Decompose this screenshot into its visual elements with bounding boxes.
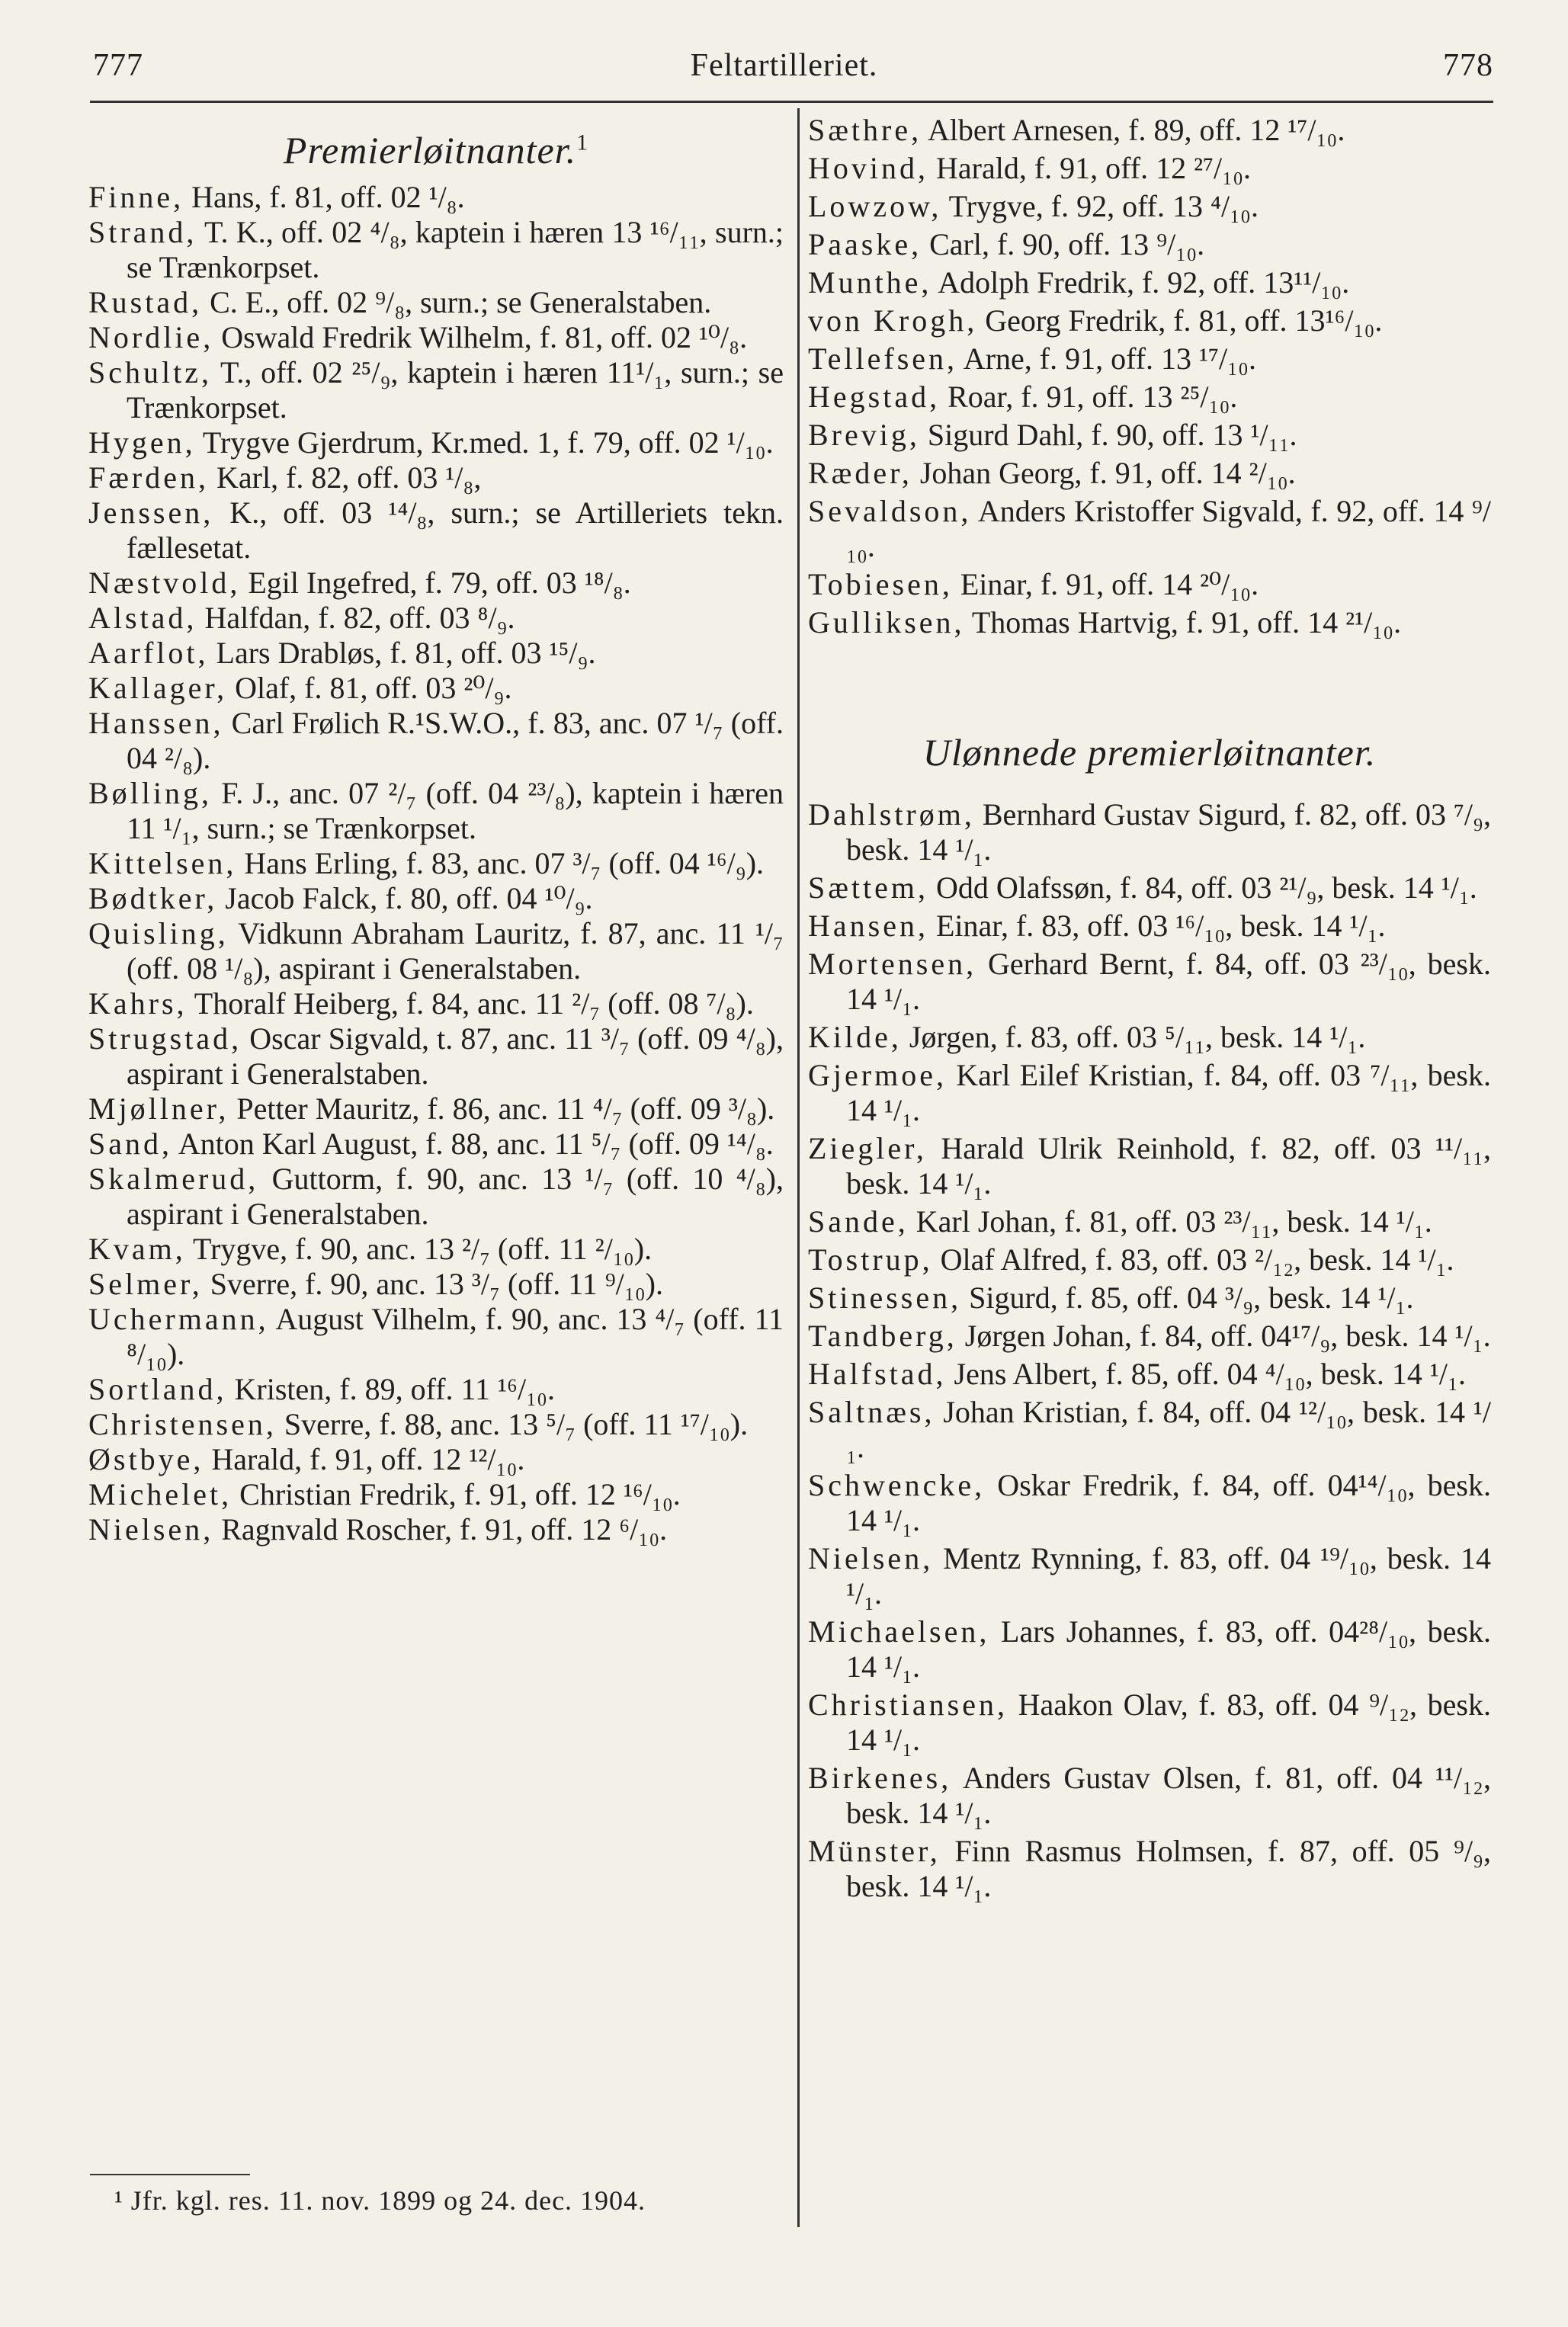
list-item [808,227,1491,262]
list-item [88,1407,784,1442]
list-item [808,797,1491,867]
entry-details: Jørgen, f. 83, off. 03 ⁵/₁₁, besk. 14 ¹/₁. [901,1020,1366,1054]
entry-surname: Christiansen, [808,1688,1008,1722]
entry-surname: Brevig, [808,418,920,452]
entry-details: Georg Fredrik, f. 81, off. 13¹⁶/₁₀. [977,303,1383,338]
section-title-ulonnede: Ulønnede premierløitnanter. [922,731,1377,774]
list-item [88,460,784,495]
list-item [808,1761,1491,1831]
entry-surname: Tellefsen, [808,341,958,376]
entry-surname: von Krogh, [808,303,978,338]
page-number-right: 778 [1443,48,1493,83]
list-item [808,870,1491,905]
entry-surname: Uchermann, [88,1302,269,1336]
entry-surname: Halfstad, [808,1357,947,1391]
entry-surname: Ziegler, [808,1131,927,1165]
list-item [88,846,784,881]
entry-details: Jens Albert, f. 85, off. 04 ⁴/₁₀, besk. 14 ¹/₁. [946,1357,1466,1391]
entry-details: C. E., off. 02 ⁹/₈, surn.; se Generalstaben. [202,285,712,319]
entry-details: Sigurd Dahl, f. 90, off. 13 ¹/₁₁. [919,418,1297,452]
list-item [88,986,784,1021]
entry-surname: Nielsen, [808,1541,934,1575]
list-item [808,456,1491,491]
list-item [88,601,784,636]
entry-details: Albert Arnesen, f. 89, off. 12 ¹⁷/₁₀. [922,113,1345,147]
entry-surname: Alstad, [88,601,197,635]
list-item [808,947,1491,1017]
list-item [88,320,784,355]
list-item [808,113,1491,148]
entry-details: Trygve Gjerdrum, Kr.med. 1, f. 79, off. 02 ¹/₁₀. [195,425,774,460]
entry-details: Bernhard Gustav Sigurd, f. 82, off. 03 ⁷/₉, besk. 14 ¹/₁. [846,797,1491,867]
entry-surname: Kilde, [808,1020,902,1054]
entry-details: Carl Frølich R.¹S.W.O., f. 83, anc. 07 ¹/₇ (off. 04 ²/₈). [127,706,784,775]
footnote-rule [90,2174,250,2175]
entry-surname: Hansen, [808,909,928,943]
entry-details: Ragnvald Roscher, f. 91, off. 12 ⁶/₁₀. [213,1512,668,1547]
entry-surname: Schwencke, [808,1468,986,1502]
list-item [808,1541,1491,1611]
entry-details: Oskar Fredrik, f. 84, off. 04¹⁴/₁₀, besk. 14 ¹/₁. [846,1468,1491,1537]
entry-surname: Schultz, [88,355,212,389]
entry-details: Trygve, f. 90, anc. 13 ²/₇ (off. 11 ²/₁₀). [185,1232,653,1266]
entry-surname: Münster, [808,1834,941,1868]
entry-surname: Tobiesen, [808,567,953,601]
entry-details: Gerhard Bernt, f. 84, off. 03 ²³/₁₀, besk. 14 ¹/₁. [846,947,1491,1016]
entry-details: Hans, f. 81, off. 02 ¹/₈. [184,180,465,214]
entry-details: Christian Fredrik, f. 91, off. 12 ¹⁶/₁₀. [232,1477,681,1511]
entry-details: Anders Kristoffer Sigvald, f. 92, off. 14 ⁹/₁₀. [846,494,1491,563]
entry-details: Johan Kristian, f. 84, off. 04 ¹²/₁₀, besk. 14 ¹/₁. [846,1395,1491,1464]
entry-details: Sverre, f. 90, anc. 13 ³/₇ (off. 11 ⁹/₁₀). [202,1267,663,1301]
entry-details: Einar, f. 91, off. 14 ²⁰/₁₀. [952,567,1259,601]
list-item [88,495,784,566]
entry-details: Finn Rasmus Holmsen, f. 87, off. 05 ⁹/₉, besk. 14 ¹/₁. [846,1834,1491,1903]
list-item [808,380,1491,415]
entry-details: Olaf Alfred, f. 83, off. 03 ²/₁₂, besk. 14 ¹/₁. [932,1242,1454,1277]
entry-surname: Kallager, [88,671,228,705]
entry-surname: Lowzow, [808,189,942,223]
list-item [88,1021,784,1091]
entry-details: Jacob Falck, f. 80, off. 04 ¹⁰/₉. [217,881,593,915]
entry-details: Karl Eilef Kristian, f. 84, off. 03 ⁷/₁₁, besk. 14 ¹/₁. [846,1058,1491,1127]
list-item [88,425,784,460]
entry-details: Mentz Rynning, f. 83, off. 04 ¹⁹/₁₀, besk. 14 ¹/₁. [846,1541,1491,1611]
entry-surname: Ræder, [808,456,912,490]
section-title-text: Premierløitnanter. [283,129,577,171]
list-item [808,1614,1491,1684]
list-item [88,1162,784,1232]
entry-surname: Bødtker, [88,881,218,915]
entry-surname: Nielsen, [88,1512,214,1547]
entry-details: Trygve, f. 92, off. 13 ⁴/₁₀. [941,189,1259,223]
entry-surname: Selmer, [88,1267,203,1301]
entry-details: Harald, f. 91, off. 12 ¹²/₁₀. [204,1442,525,1476]
running-title: Feltartilleriet. [690,48,878,83]
list-item [808,1131,1491,1201]
right-column [808,113,1491,1907]
entry-details: K., off. 03 ¹⁴/₈, surn.; se Artilleriets tekn. fællesetat. [127,495,784,565]
list-item [808,303,1491,338]
list-item [808,1357,1491,1392]
entry-surname: Strugstad, [88,1021,242,1056]
entry-details: Thoralf Heiberg, f. 84, anc. 11 ²/₇ (off. 08 ⁷/₈). [187,986,754,1021]
entry-surname: Sortland, [88,1372,227,1406]
entry-details: Anton Karl August, f. 88, anc. 11 ⁵/₇ (off. 09 ¹⁴/₈. [172,1127,774,1161]
entry-details: Adolph Fredrik, f. 92, off. 13¹¹/₁₀. [932,265,1350,300]
list-item [808,909,1491,944]
entry-surname: Færden, [88,460,209,495]
entry-surname: Quisling, [88,916,229,950]
right-entry-list-top [808,113,1491,640]
entry-surname: Aarflot, [88,636,209,670]
list-item [88,1512,784,1547]
entry-surname: Nordlie, [88,320,214,354]
entry-surname: Finne, [88,180,184,214]
list-item [88,881,784,916]
entry-surname: Strand, [88,215,197,249]
entry-details: Lars Drabløs, f. 81, off. 03 ¹⁵/₉. [208,636,596,670]
entry-surname: Sande, [808,1204,909,1239]
entry-surname: Østbye, [88,1442,204,1476]
list-item [88,1232,784,1267]
entry-details: Petter Mauritz, f. 86, anc. 11 ⁴/₇ (off. 09 ³/₈). [229,1091,775,1126]
list-item [808,1204,1491,1239]
list-item [808,605,1491,640]
list-item [808,1834,1491,1904]
list-item [808,418,1491,453]
section-title-premierloitnanter [88,128,784,172]
list-item [808,1020,1491,1055]
list-item [808,1395,1491,1465]
entry-surname: Kahrs, [88,986,188,1021]
entry-surname: Bølling, [88,776,213,810]
list-item [88,1127,784,1162]
list-item [808,189,1491,224]
list-item [88,355,784,425]
entry-details: Vidkunn Abraham Lauritz, f. 87, anc. 11 ¹/₇ (off. 08 ¹/₈), aspirant i Generalstaben. [127,916,784,986]
list-item [88,180,784,215]
left-entry-list [88,180,784,1547]
entry-details: August Vilhelm, f. 90, anc. 13 ⁴/₇ (off. 11 ⁸/₁₀). [127,1302,784,1371]
entry-surname: Sevaldson, [808,494,972,528]
entry-surname: Næstvold, [88,566,241,600]
entry-surname: Sæthre, [808,113,922,147]
list-item [808,1280,1491,1316]
list-item [88,215,784,285]
list-item [808,341,1491,377]
footnote: ¹ Jfr. kgl. res. 11. nov. 1899 og 24. dec. 1904. [114,2185,646,2216]
entry-surname: Mortensen, [808,947,977,981]
entry-surname: Paaske, [808,227,922,261]
list-item [808,1468,1491,1538]
entry-details: Sverre, f. 88, anc. 13 ⁵/₇ (off. 11 ¹⁷/₁₀). [276,1407,749,1441]
entry-details: Sigurd, f. 85, off. 04 ³/₉, besk. 14 ¹/₁. [961,1280,1414,1315]
entry-details: T. K., off. 02 ⁴/₈, kaptein i hæren 13 ¹⁶/₁₁, surn.; se Trænkorpset. [127,215,784,284]
entry-surname: Munthe, [808,265,932,300]
list-item [88,1091,784,1127]
entry-surname: Hygen, [88,425,196,460]
entry-surname: Sættem, [808,870,929,905]
list-item [88,636,784,671]
header-rule [90,101,1493,103]
list-item [88,706,784,776]
list-item [88,1372,784,1407]
list-item [808,567,1491,602]
list-item [88,1442,784,1477]
entry-details: Harald, f. 91, off. 12 ²⁷/₁₀. [928,151,1252,185]
entry-surname: Skalmerud, [88,1162,259,1196]
entry-details: Hans Erling, f. 83, anc. 07 ³/₇ (off. 04 ¹⁶/₉). [236,846,765,880]
list-item [808,1058,1491,1128]
left-column [88,114,784,1547]
entry-details: Haakon Olav, f. 83, off. 04 ⁹/₁₂, besk. 14 ¹/₁. [846,1688,1491,1757]
list-item [88,285,784,320]
entry-details: Egil Ingefred, f. 79, off. 03 ¹⁸/₈. [240,566,631,600]
entry-surname: Christensen, [88,1407,277,1441]
entry-surname: Mjøllner, [88,1091,229,1126]
entry-surname: Kittelsen, [88,846,237,880]
list-item [808,265,1491,300]
entry-details: Carl, f. 90, off. 13 ⁹/₁₀. [922,227,1205,261]
list-item [808,151,1491,186]
entry-surname: Rustad, [88,285,203,319]
entry-details: Guttorm, f. 90, anc. 13 ¹/₇ (off. 10 ⁴/₈), aspirant i Generalstaben. [127,1162,784,1231]
entry-surname: Gulliksen, [808,605,965,639]
entry-surname: Birkenes, [808,1761,952,1795]
entry-details: Odd Olafssøn, f. 84, off. 03 ²¹/₉, besk. 14 ¹/₁. [928,870,1477,905]
entry-surname: Sand, [88,1127,172,1161]
entry-details: Olaf, f. 81, off. 03 ²⁰/₉. [227,671,512,705]
entry-details: Oswald Fredrik Wilhelm, f. 81, off. 02 ¹⁰/₈. [213,320,748,354]
column-divider [797,108,800,2227]
entry-surname: Jenssen, [88,495,214,530]
list-item [88,916,784,986]
entry-details: F. J., anc. 07 ²/₇ (off. 04 ²³/₈), kaptein i hæren 11 ¹/₁, surn.; se Trænkorpset. [127,776,784,845]
list-item [808,1688,1491,1758]
entry-details: Einar, f. 83, off. 03 ¹⁶/₁₀, besk. 14 ¹/₁. [928,909,1386,943]
list-item [808,494,1491,564]
footnote-reference: 1 [576,130,589,155]
entry-surname: Gjermoe, [808,1058,947,1092]
list-item [88,1477,784,1512]
entry-details: Karl Johan, f. 81, off. 03 ²³/₁₁, besk. 14 ¹/₁. [908,1204,1432,1239]
entry-surname: Hovind, [808,151,928,185]
entry-surname: Kvam, [88,1232,186,1266]
entry-details: Johan Georg, f. 91, off. 14 ²/₁₀. [912,456,1296,490]
entry-surname: Michaelsen, [808,1614,990,1649]
list-item [88,566,784,601]
entry-surname: Dahlstrøm, [808,797,975,832]
entry-surname: Saltnæs, [808,1395,935,1429]
entry-details: T., off. 02 ²⁵/₉, kaptein i hæren 11¹/₁, surn.; se Trænkorpset. [127,355,784,425]
entry-details: Thomas Hartvig, f. 91, off. 14 ²¹/₁₀. [964,605,1402,639]
entry-details: Harald Ulrik Reinhold, f. 82, off. 03 ¹¹/₁₁, besk. 14 ¹/₁. [846,1131,1491,1200]
entry-surname: Stinessen, [808,1280,962,1315]
entry-details: Arne, f. 91, off. 13 ¹⁷/₁₀. [957,341,1256,376]
entry-details: Kristen, f. 89, off. 11 ¹⁶/₁₀. [226,1372,555,1406]
list-item [808,1242,1491,1277]
list-item [88,776,784,846]
entry-surname: Tostrup, [808,1242,933,1277]
page-number-left: 777 [93,48,143,83]
list-item [808,1319,1491,1354]
entry-details: Lars Johannes, f. 83, off. 04²⁸/₁₀, besk. 14 ¹/₁. [846,1614,1491,1684]
list-item [88,671,784,706]
entry-surname: Hegstad, [808,380,941,414]
entry-surname: Michelet, [88,1477,232,1511]
entry-details: Roar, f. 91, off. 13 ²⁵/₁₀. [940,380,1238,414]
right-entry-list-bottom [808,797,1491,1904]
entry-surname: Tandberg, [808,1319,957,1353]
entry-details: Jørgen Johan, f. 84, off. 04¹⁷/₉, besk. 14 ¹/₁. [957,1319,1491,1353]
entry-details: Anders Gustav Olsen, f. 81, off. 04 ¹¹/₁₂, besk. 14 ¹/₁. [846,1761,1491,1830]
list-item [88,1302,784,1372]
list-item [88,1267,784,1302]
entry-details: Halfdan, f. 82, off. 03 ⁸/₉. [197,601,515,635]
entry-details: Karl, f. 82, off. 03 ¹/₈, [209,460,482,495]
entry-details: Oscar Sigvald, t. 87, anc. 11 ³/₇ (off. 09 ⁴/₈), aspirant i Generalstaben. [127,1021,784,1091]
entry-surname: Hanssen, [88,706,224,740]
